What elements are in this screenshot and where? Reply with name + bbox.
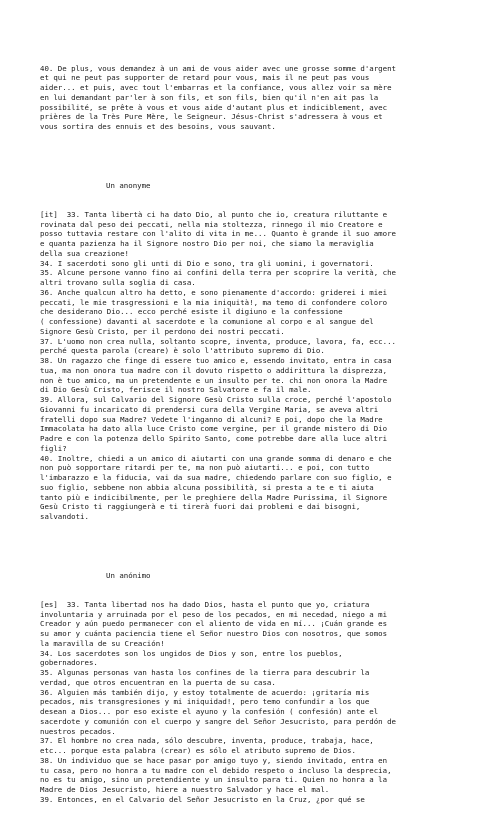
text-line: involuntaria y arruinada por el peso de los pecados, en mi necedad, niego a mi — [40, 609, 388, 619]
text-line: vous sortira des ennuis et des besoins, vous sauvant. — [40, 122, 276, 131]
text-line: su amor y cuánta paciencia tiene el Señor nuestro Dios con nosotros, que somos — [40, 629, 388, 638]
text-line: 40. Inoltre, chiedi a un amico di aiutarti con una grande somma di denaro e che — [40, 453, 392, 463]
text-line: no es tu amigo, sino un pretendiente y un insulto para ti. Quien no honra a la — [40, 775, 388, 785]
text-line: l'imbarazzo e la fiducia, vai da sua madre, chiedendo parlare con suo figlio, e — [40, 473, 392, 482]
text-line: tua, ma non onora tua madre con il dovuto rispetto o addirittura la disprezza, — [40, 365, 388, 375]
text-line: che desiderano Dio... ecco perché esiste il digiuno e la confessione — [40, 307, 343, 317]
text-line: Padre e con la potenza dello Spirito Santo, come potrebbe dare alla luce altri — [40, 434, 388, 443]
text-line: salvandoti. — [40, 512, 89, 521]
text-line: Creador y aún puedo permanecer con el aliento de vida en mí... ¡Cuán grande es — [40, 619, 388, 629]
text-line: Madre de Dios Jesucristo, hiere a nuestro Salvador y hace el mal. — [40, 785, 330, 794]
text-line: e quanta pazienza ha il Signore nostro Dio per noi, che siamo la meraviglia — [40, 239, 374, 248]
text-line: [it] 33. Tanta libertà ci ha dato Dio, al punto che io, creatura riluttante e — [40, 209, 388, 219]
text-line: 34. I sacerdoti sono gli unti di Dio e sono, tra gli uomini, i governatori. — [40, 258, 374, 268]
text-line: en lui demandant par'ler à son fils, et son fils, bien qu'il n'en ait pas la — [40, 92, 379, 102]
text-line: fratelli dopo sua Madre? Vedete l'inganno di alcuni? E poi, dopo che la Madre — [40, 414, 383, 424]
text-line: 34. Los sacerdotes son los ungidos de Dios y son, entre los pueblos, — [40, 648, 343, 658]
text-line: Gesù Cristo ti raggiungerà e ti tirerà fuori dai problemi e dai bisogni, — [40, 502, 361, 512]
text-line: ( confessione) davanti al sacerdote e la comunione al corpo e al sangue del — [40, 317, 374, 326]
text-line: 38. Un ragazzo che finge di essere tuo amico e, essendo invitato, entra in casa — [40, 356, 392, 365]
french-paragraph — [40, 64, 460, 132]
text-line: gobernadores. — [40, 658, 98, 668]
text-line: suo figlio, sebbene non abbia alcuna possibilità, si presta a te e ti aiuta — [40, 482, 374, 492]
text-line: di Dio Gesù Cristo, ferisce il nostro Salvatore e fa il male. — [40, 385, 312, 395]
text-line: aider... et puis, avec tout l'embarras et la confiance, vous allez voir sa mère — [40, 83, 392, 92]
text-line: possibilité, se prête à vous et vous aide d'autant plus et indiciblement, avec — [40, 102, 388, 112]
text-line: [es] 33. Tanta libertad nos ha dado Dios, hasta el punto que yo, criatura — [40, 599, 370, 609]
text-line: della sua creazione! — [40, 248, 129, 258]
text-line: etc... porque esta palabra (crear) es sólo el atributo supremo de Dios. — [40, 746, 356, 755]
text-line: altri trovano sulla soglia di casa. — [40, 278, 196, 287]
text-line: nuestros pecados. — [40, 726, 116, 736]
text-line: 40. De plus, vous demandez à un ami de vous aider avec une grosse somme d'argent — [40, 63, 396, 73]
text-line: desean a Dios... por eso existe el ayuno y la confesión ( confesión) ante el — [40, 707, 379, 716]
text-line: 37. El hombre no crea nada, sólo descubre, inventa, produce, trabaja, hace, — [40, 736, 374, 746]
text-line: pecados, mis transgresiones y mi iniquidad!, pero temo confundir a los que — [40, 697, 370, 707]
text-line: 37. L'uomo non crea nulla, soltanto scopre, inventa, produce, lavora, fa, ecc... — [40, 336, 396, 346]
text-line: posso tuttavia restare con l'alito di vita in me... Quanto è grande il suo amore — [40, 229, 396, 239]
text-line: 36. Alguien más también dijo, y estoy totalmente de acuerdo: ¡gritaría mis — [40, 687, 370, 697]
text-line: peccati, le mie trasgressioni e la mia iniquità!, ma temo di confondere coloro — [40, 297, 388, 307]
text-line: Signore Gesù Cristo, per il perdono dei nostri peccati. — [40, 326, 285, 336]
spacer — [40, 151, 460, 161]
text-line: 36. Anche qualcun altro ha detto, e sono pienamente d'accordo: griderei i miei — [40, 287, 388, 297]
text-line: 39. Allora, sul Calvario del Signore Gesù Cristo sulla croce, perché l'apostolo — [40, 395, 392, 404]
text-line: figli? — [40, 443, 67, 453]
text-line: 39. Entonces, en el Calvario del Señor Jesucristo en la Cruz, ¿por qué se — [40, 794, 365, 804]
text-line: verdad, que otros encuentran en la puerta de su casa. — [40, 677, 276, 687]
text-line: tu casa, pero no honra a tu madre con el debido respeto o incluso la desprecia, — [40, 765, 392, 775]
italian-section-body — [40, 210, 460, 522]
text-line: 38. Un individuo que se hace pasar por amigo tuyo y, siendo invitado, entra en — [40, 755, 388, 765]
text-line: sacerdote y comunión con el cuerpo y sangre del Señor Jesucristo, para perdón de — [40, 716, 396, 726]
text-line: tanto più e indicibilmente, per le preghiere della Madre Purissima, il Signore — [40, 492, 388, 502]
spanish-section-body — [40, 600, 460, 805]
spacer — [40, 541, 460, 551]
text-line: rovinata dal peso dei peccati, nella mia stoltezza, rinnego il mio Creatore e — [40, 219, 383, 229]
text-line: 35. Alcune persone vanno fino ai confini della terra per scoprire la verità, che — [40, 268, 396, 278]
text-line: Giovanni fu incaricato di prendersi cura della Vergine Maria, se aveva altri — [40, 404, 379, 414]
text-line: la maravilla de su Creación! — [40, 638, 165, 648]
text-line: perché questa parola (creare) è solo l'attributo supremo di Dio. — [40, 346, 325, 356]
text-line: Immacolata ha dato alla luce Cristo come vergine, per il grande mistero di Dio — [40, 424, 388, 434]
text-line: prières de la Très Pure Mère, le Seigneur. Jésus-Christ s'adressera à vous et — [40, 112, 383, 122]
text-line: 35. Algunas personas van hasta los confines de la tierra para descubrir la — [40, 668, 370, 677]
text-line: et qui ne peut pas supporter de retard pour vous, mais il ne peut pas vous — [40, 73, 370, 83]
text-line: non è tuo amico, ma un pretendente e un insulto per te. chi non onora la Madre — [40, 375, 388, 385]
text-line: non può sopportare ritardi per te, ma non può aiutarti... e poi, con tutto — [40, 463, 370, 473]
italian-section-heading: Un anonyme — [106, 180, 151, 190]
spanish-section-heading: Un anónimo — [106, 570, 151, 580]
